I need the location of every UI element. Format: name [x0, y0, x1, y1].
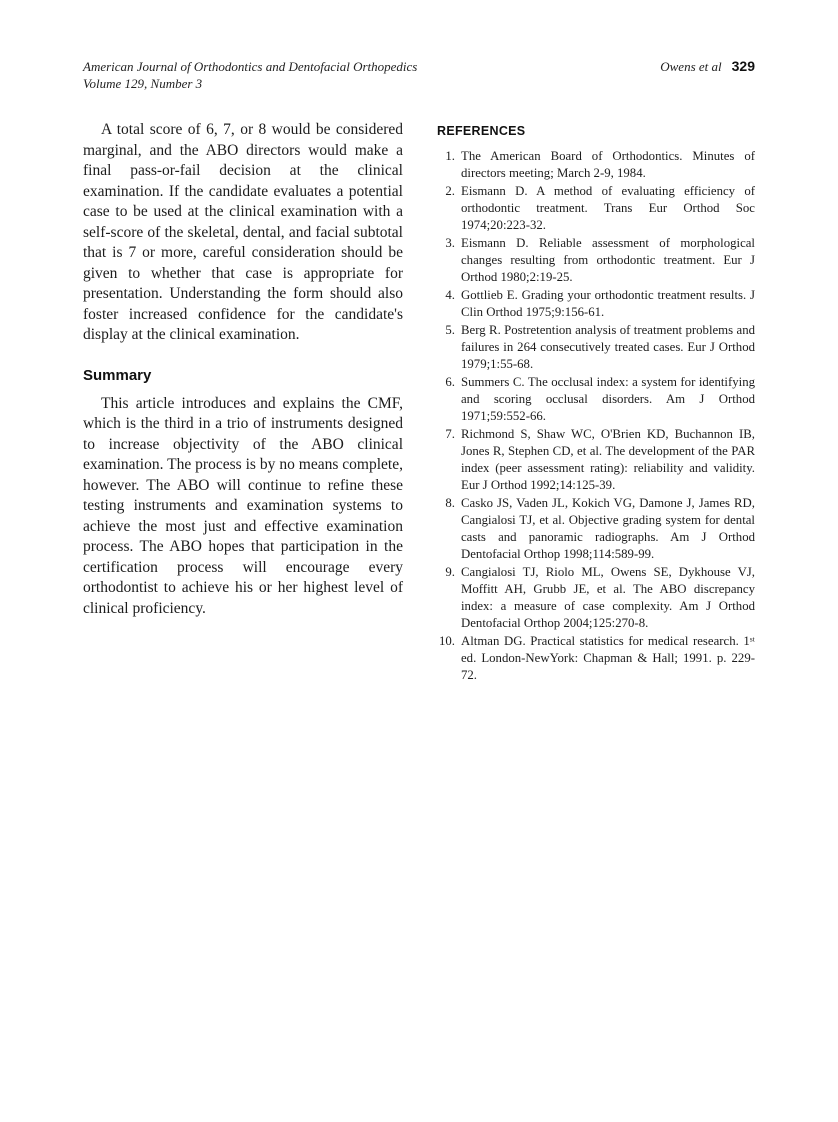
authors-label: Owens et al	[660, 59, 722, 74]
page-number: 329	[731, 58, 755, 74]
references-list	[437, 148, 755, 684]
reference-item	[437, 183, 755, 234]
reference-number: 8.	[445, 496, 455, 510]
reference-number: 4.	[445, 288, 455, 302]
reference-item	[437, 374, 755, 425]
page-header-right	[660, 58, 755, 75]
reference-item	[437, 426, 755, 494]
reference-text: Eismann D. A method of evaluating efficiency of orthodontic treatment. Trans Eur Orthod Soc 1974;20:223-32.	[461, 184, 755, 232]
body-paragraph-1: A total score of 6, 7, or 8 would be considered marginal, and the ABO directors would make a final pass-or-fail decision at the clinical examination. If the candidate evaluates a potential case to be used at the clinical examination with a self-score of the skeletal, dental, and facial subtotal that is 7 or more, careful consideration should be given to whether that case is appropriate for presentation. Understanding the form should also foster increased confidence for the candidate's display at the clinical examination.	[83, 121, 403, 343]
reference-item	[437, 287, 755, 321]
reference-item	[437, 322, 755, 373]
reference-number: 1.	[445, 149, 455, 163]
reference-text: Eismann D. Reliable assessment of morphological changes resulting from orthodontic treatment. Eur J Orthod 1980;2:19-25.	[461, 236, 755, 284]
body-paragraph-2: This article introduces and explains the CMF, which is the third in a trio of instruments designed to increase objectivity of the ABO clinical examination. The process is by no means complete, however. The ABO will continue to refine these testing instruments and examination systems to achieve the most just and effective examination process. The ABO hopes that participation in the certification process will encourage every orthodontist to achieve his or her highest level of clinical proficiency.	[83, 394, 403, 617]
reference-text: Cangialosi TJ, Riolo ML, Owens SE, Dykhouse VJ, Moffitt AH, Grubb JE, et al. The ABO discrepancy index: a measure of case complexity. Am J Orthod Dentofacial Orthop 2004;125:270-8.	[461, 565, 755, 630]
reference-number: 2.	[445, 184, 455, 198]
reference-text: Summers C. The occlusal index: a system for identifying and scoring occlusal disorders. Am J Orthod 1971;59:552-66.	[461, 375, 755, 423]
reference-text: Altman DG. Practical statistics for medical research. 1ˢᵗ ed. London-NewYork: Chapman & Hall; 1991. p. 229-72.	[461, 634, 755, 682]
reference-item	[437, 564, 755, 632]
reference-text: The American Board of Orthodontics. Minutes of directors meeting; March 2-9, 1984.	[461, 149, 755, 180]
reference-number: 6.	[445, 375, 455, 389]
reference-item	[437, 235, 755, 286]
reference-item	[437, 148, 755, 182]
journal-header	[83, 58, 417, 92]
running-head	[83, 58, 755, 92]
reference-number: 7.	[445, 427, 455, 441]
reference-number: 9.	[445, 565, 455, 579]
reference-number: 10.	[439, 634, 455, 648]
journal-volume: Volume 129, Number 3	[83, 76, 203, 91]
reference-item	[437, 495, 755, 563]
left-column	[83, 120, 403, 685]
summary-heading: Summary	[83, 366, 152, 384]
right-column	[437, 120, 755, 685]
journal-title: American Journal of Orthodontics and Dentofacial Orthopedics	[83, 59, 418, 74]
reference-number: 5.	[445, 323, 455, 337]
two-column-body	[83, 120, 755, 685]
reference-item	[437, 633, 755, 684]
reference-number: 3.	[445, 236, 455, 250]
reference-text: Casko JS, Vaden JL, Kokich VG, Damone J, James RD, Cangialosi TJ, et al. Objective grading system for dental casts and panoramic radiographs. Am J Orthod Dentofacial Orthop 1998;114:589-99.	[461, 496, 755, 561]
reference-text: Berg R. Postretention analysis of treatment problems and failures in 264 consecutively treated cases. Eur J Orthod 1979;1:55-68.	[461, 323, 755, 371]
reference-text: Richmond S, Shaw WC, O'Brien KD, Buchannon IB, Jones R, Stephen CD, et al. The development of the PAR index (peer assessment rating): reliability and validity. Eur J Orthod 1992;14:125-39.	[461, 427, 755, 492]
references-heading: REFERENCES	[437, 124, 526, 138]
reference-text: Gottlieb E. Grading your orthodontic treatment results. J Clin Orthod 1975;9:156-61.	[461, 288, 755, 319]
